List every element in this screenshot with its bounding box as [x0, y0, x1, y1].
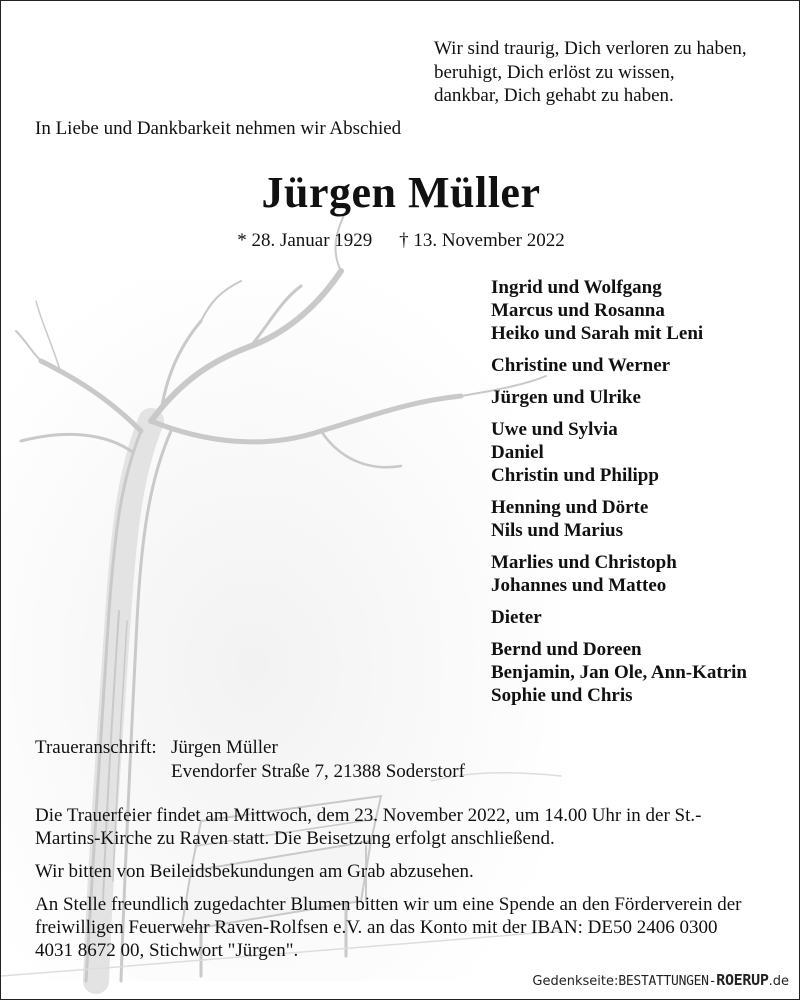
family-group [491, 496, 747, 542]
quote-line: beruhigt, Dich erlöst zu wissen, [434, 61, 675, 83]
condolence-request: Wir bitten von Beileidsbekundungen am Grab abzusehen. [35, 861, 474, 882]
family-member: Benjamin, Jan Ole, Ann-Katrin [491, 662, 747, 683]
donation-request: An Stelle freundlich zugedachter Blumen bitten wir um eine Spende an den Förderverein der freiwilligen Feuerwehr Raven-Rolfsen e.V. an das Konto mit der IBAN: DE50 2406 0300 4031 8672 00, Stichwort "Jürgen". [35, 894, 742, 961]
farewell-intro: In Liebe und Dankbarkeit nehmen wir Abschied [35, 118, 402, 139]
quote-line: dankbar, Dich gehabt zu haben. [434, 85, 674, 106]
funeral-home-logo [618, 971, 769, 989]
brand-separator: - [708, 974, 717, 989]
memorial-quote [434, 37, 747, 108]
family-member: Bernd und Doreen [491, 639, 642, 660]
family-group [491, 354, 747, 377]
family-member: Christin und Philipp [491, 465, 659, 486]
footer-domain: .de [768, 974, 789, 989]
memorial-page-link[interactable] [532, 971, 789, 989]
family-member: Marlies und Christoph [491, 552, 677, 573]
family-member: Henning und Dörte [491, 497, 649, 518]
family-group [491, 418, 747, 487]
family-member: Sophie und Chris [491, 685, 633, 706]
family-group [491, 606, 747, 629]
family-member: Marcus und Rosanna [491, 300, 665, 321]
family-group [491, 638, 747, 707]
address-line [35, 736, 465, 760]
address-label: Traueranschrift: [35, 737, 157, 758]
family-member: Heiko und Sarah mit Leni [491, 323, 704, 344]
family-member: Uwe und Sylvia [491, 419, 618, 440]
family-member: Johannes und Matteo [491, 575, 667, 596]
brand-part: BESTATTUNGEN [618, 974, 709, 989]
address-name: Jürgen Müller [171, 737, 278, 758]
life-dates [1, 230, 800, 252]
birth-date: * 28. Januar 1929 [237, 230, 373, 251]
family-group [491, 386, 747, 409]
family-member: Jürgen und Ulrike [491, 387, 641, 408]
service-information [35, 804, 755, 972]
family-member: Nils und Marius [491, 520, 623, 541]
quote-line: Wir sind traurig, Dich verloren zu haben, [434, 38, 747, 59]
address-street: Evendorfer Straße 7, 21388 Soderstorf [171, 761, 465, 782]
family-member: Daniel [491, 442, 544, 463]
family-member: Dieter [491, 607, 542, 628]
family-group [491, 551, 747, 597]
footer-label: Gedenkseite: [532, 974, 619, 989]
mourning-address [35, 736, 465, 784]
deceased-name: Jürgen Müller [261, 168, 541, 217]
brand-part: ROERUP [716, 971, 769, 989]
death-date: † 13. November 2022 [399, 230, 565, 251]
family-group [491, 276, 747, 345]
family-member: Christine und Werner [491, 355, 671, 376]
mourners-list [491, 276, 747, 716]
funeral-details: Die Trauerfeier findet am Mittwoch, dem 23. November 2022, um 14.00 Uhr in der St.-Martins-Kirche zu Raven statt. Die Beisetzung erfolgt anschließend. [35, 805, 702, 849]
family-member: Ingrid und Wolfgang [491, 277, 662, 298]
